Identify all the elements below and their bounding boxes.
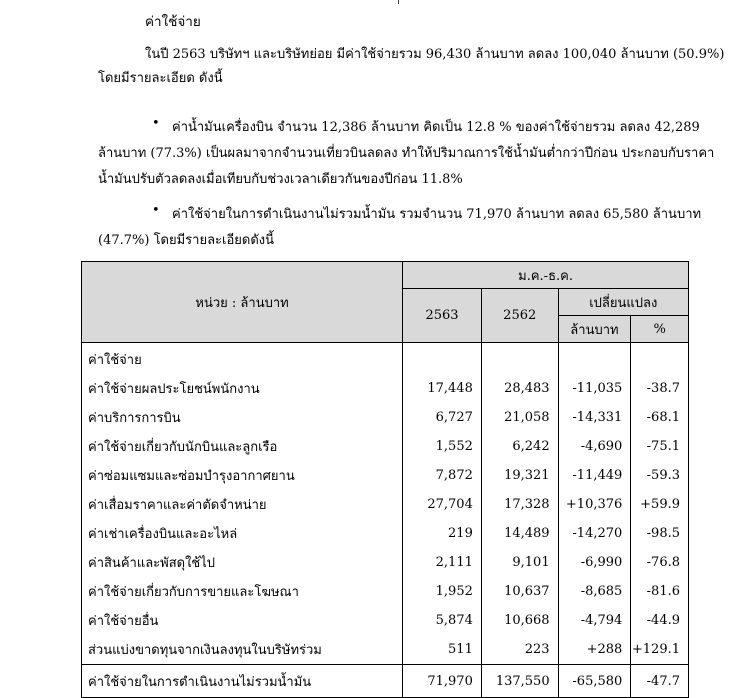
change-pct-header: % — [631, 316, 689, 343]
intro-paragraph-line-1: ในปี 2563 บริษัทฯ และบริษัทย่อย มีค่าใช้จ่ายรวม 96,430 ล้านบาท ลดลง 100,040 ล้านบาท (50.9%) — [145, 47, 725, 62]
row-label: ค่าเช่าเครื่องบินและอะไหล่ — [82, 519, 403, 548]
fuel-bullet-line-3: น้ำมันปรับตัวลดลงเมื่อเทียบกับช่วงเวลาเดียวกันของปีก่อน 11.8% — [98, 172, 463, 187]
row-label: ค่าบริการการบิน — [82, 403, 403, 432]
opex-bullet-line-1: ค่าใช้จ่ายในการดำเนินงานไม่รวมน้ำมัน รวมจำนวน 71,970 ล้านบาท ลดลง 65,580 ล้านบาท — [172, 207, 702, 222]
value-2563: 5,874 — [403, 606, 482, 635]
row-label: ค่าซ่อมแซมและซ่อมบำรุงอากาศยาน — [82, 461, 403, 490]
section-heading: ค่าใช้จ่าย — [145, 14, 201, 30]
change-baht: -8,685 — [558, 577, 631, 606]
total-2563: 71,970 — [403, 665, 482, 698]
value-2563: 7,872 — [403, 461, 482, 490]
change-pct: -38.7 — [631, 374, 689, 403]
total-2562: 137,550 — [481, 665, 558, 698]
total-change-pct: -47.7 — [631, 665, 689, 698]
change-pct: -59.3 — [631, 461, 689, 490]
table-row — [82, 432, 689, 461]
change-baht: -11,449 — [558, 461, 631, 490]
row-label: ค่าใช้จ่ายเกี่ยวกับการขายและโฆษณา — [82, 577, 403, 606]
bullet-icon: • — [152, 203, 160, 218]
value-2563: 1,952 — [403, 577, 482, 606]
change-pct: -75.1 — [631, 432, 689, 461]
change-header: เปลี่ยนแปลง — [558, 289, 688, 316]
table-row — [82, 490, 689, 519]
row-label: ค่าสินค้าและพัสดุใช้ไป — [82, 548, 403, 577]
fuel-bullet-line-2: ล้านบาท (77.3%) เป็นผลมาจากจำนวนเที่ยวบินลดลง ทำให้ปริมาณการใช้น้ำมันต่ำกว่าปีก่อน ประกอบกับราคา — [98, 146, 715, 161]
change-pct: -76.8 — [631, 548, 689, 577]
total-label: ค่าใช้จ่ายในการดำเนินงานไม่รวมน้ำมัน — [82, 665, 403, 698]
table-row — [82, 606, 689, 635]
value-2562: 10,668 — [481, 606, 558, 635]
fuel-bullet-line-1: ค่าน้ำมันเครื่องบิน จำนวน 12,386 ล้านบาท คิดเป็น 12.8 % ของค่าใช้จ่ายรวม ลดลง 42,289 — [172, 120, 700, 135]
table-row — [82, 403, 689, 432]
group-label: ค่าใช้จ่าย — [82, 343, 403, 375]
total-change-baht: -65,580 — [558, 665, 631, 698]
change-baht: -14,331 — [558, 403, 631, 432]
value-2562: 17,328 — [481, 490, 558, 519]
change-pct: -81.6 — [631, 577, 689, 606]
value-2562: 28,483 — [481, 374, 558, 403]
opex-bullet-line-2: (47.7%) โดยมีรายละเอียดดังนี้ — [98, 233, 275, 248]
row-label: ค่าเสื่อมราคาและค่าตัดจำหน่าย — [82, 490, 403, 519]
row-label: ค่าใช้จ่ายเกี่ยวกับนักบินและลูกเรือ — [82, 432, 403, 461]
change-pct: -44.9 — [631, 606, 689, 635]
intro-paragraph-line-2: โดยมีรายละเอียด ดังนี้ — [98, 71, 223, 86]
row-label: ส่วนแบ่งขาดทุนจากเงินลงทุนในบริษัทร่วม — [82, 635, 403, 665]
value-2563: 2,111 — [403, 548, 482, 577]
year-current-header: 2563 — [403, 289, 482, 343]
change-baht: -11,035 — [558, 374, 631, 403]
value-2563: 27,704 — [403, 490, 482, 519]
table-row — [82, 374, 689, 403]
unit-header: หน่วย : ล้านบาท — [82, 262, 403, 343]
change-baht: +10,376 — [558, 490, 631, 519]
value-2563: 6,727 — [403, 403, 482, 432]
value-2562: 6,242 — [481, 432, 558, 461]
change-baht-header: ล้านบาท — [558, 316, 631, 343]
period-header: ม.ค.-ธ.ค. — [403, 262, 689, 289]
value-2562: 223 — [481, 635, 558, 665]
value-2563: 1,552 — [403, 432, 482, 461]
value-2562: 10,637 — [481, 577, 558, 606]
change-pct: +129.1 — [631, 635, 689, 665]
change-baht: -4,690 — [558, 432, 631, 461]
table-row — [82, 548, 689, 577]
value-2562: 9,101 — [481, 548, 558, 577]
total-row — [82, 665, 689, 698]
expense-table — [81, 261, 689, 698]
row-label: ค่าใช้จ่ายอื่น — [82, 606, 403, 635]
change-pct: -68.1 — [631, 403, 689, 432]
change-baht: -6,990 — [558, 548, 631, 577]
page-edge-mark — [398, 0, 405, 4]
change-baht: -14,270 — [558, 519, 631, 548]
change-pct: -98.5 — [631, 519, 689, 548]
change-baht: -4,794 — [558, 606, 631, 635]
table-row — [82, 519, 689, 548]
value-2562: 21,058 — [481, 403, 558, 432]
table-row — [82, 461, 689, 490]
table-row — [82, 577, 689, 606]
row-label: ค่าใช้จ่ายผลประโยชน์พนักงาน — [82, 374, 403, 403]
value-2563: 17,448 — [403, 374, 482, 403]
year-prior-header: 2562 — [481, 289, 558, 343]
bullet-icon: • — [152, 116, 160, 131]
change-baht: +288 — [558, 635, 631, 665]
value-2563: 511 — [403, 635, 482, 665]
value-2562: 19,321 — [481, 461, 558, 490]
value-2562: 14,489 — [481, 519, 558, 548]
change-pct: +59.9 — [631, 490, 689, 519]
value-2563: 219 — [403, 519, 482, 548]
table-row — [82, 343, 689, 375]
table-row — [82, 635, 689, 665]
